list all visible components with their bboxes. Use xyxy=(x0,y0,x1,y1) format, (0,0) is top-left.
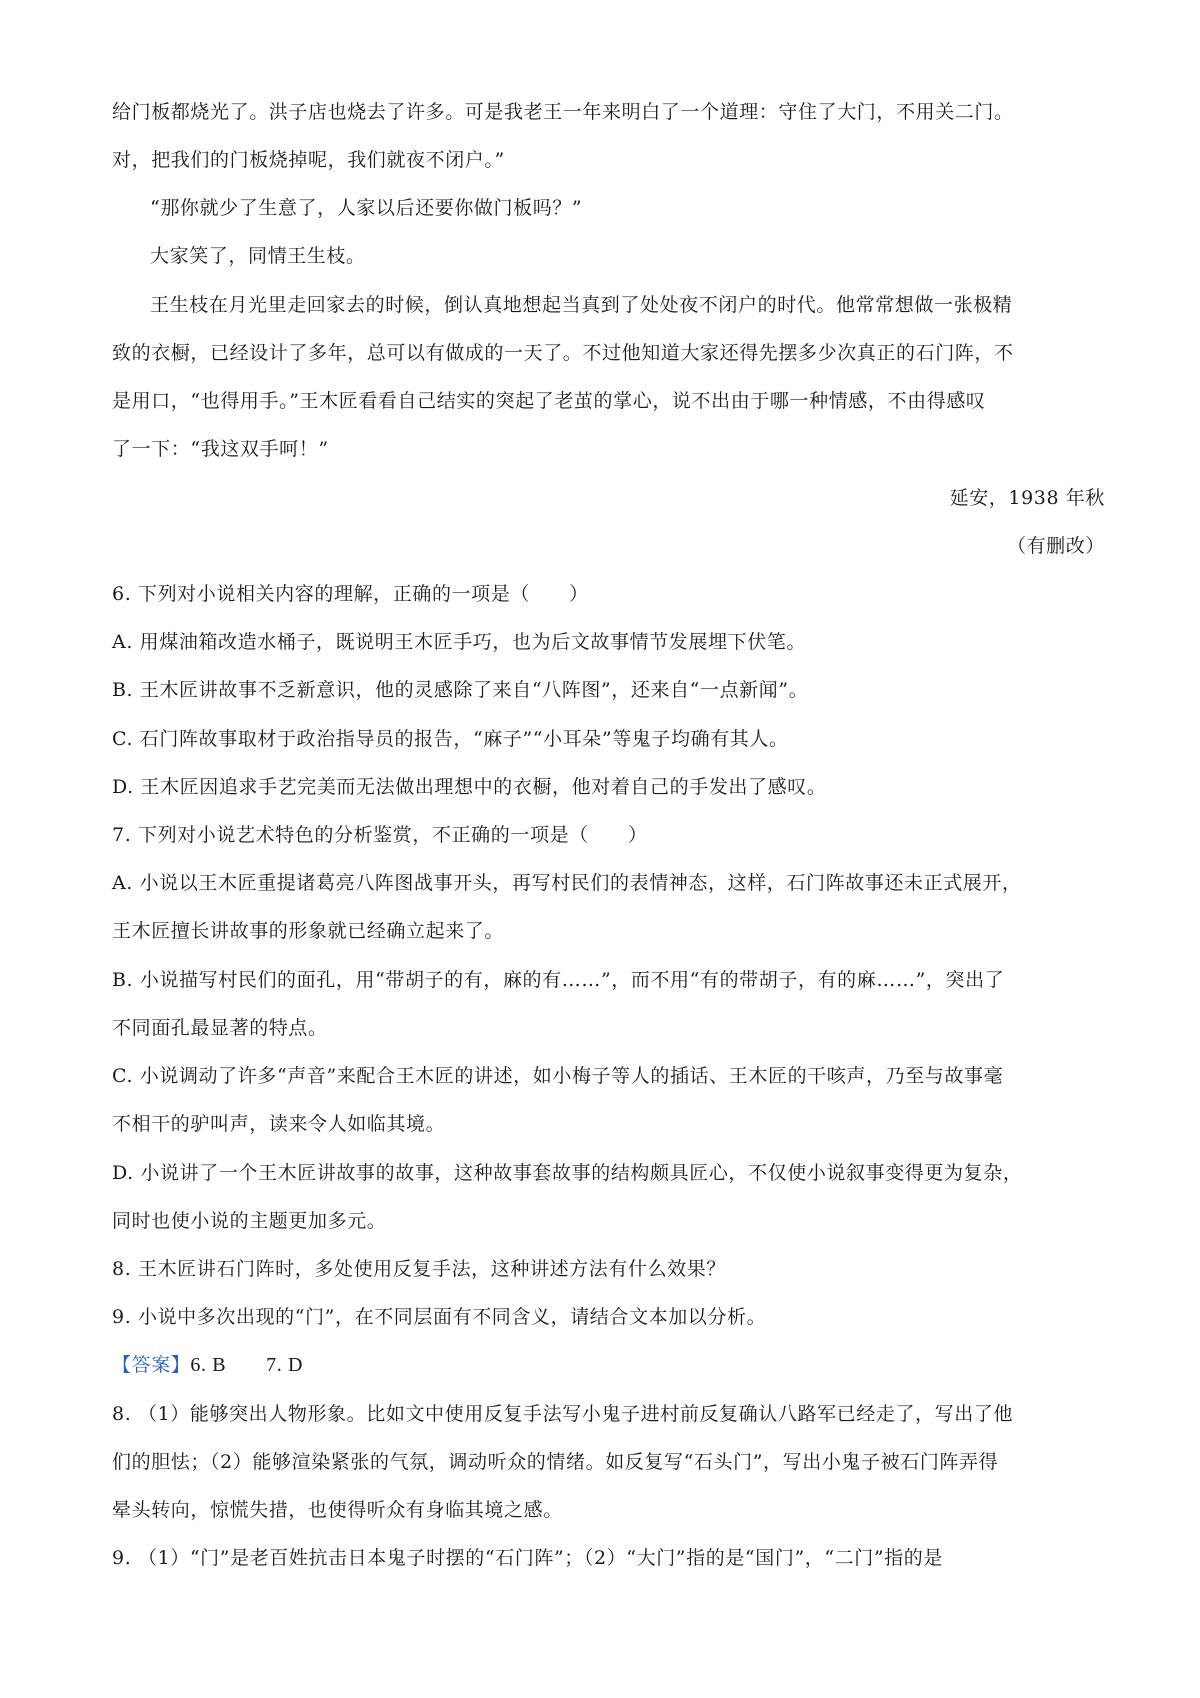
answer-8-line: 8. （1）能够突出人物形象。比如文中使用反复手法写小鬼子进村前反复确认八路军已经走了，写出了他 xyxy=(112,1403,1014,1425)
question-8: 8. 王木匠讲石门阵时，多处使用反复手法，这种讲述方法有什么效果？ xyxy=(112,1258,726,1280)
place-date: 延安，1938 年秋 xyxy=(949,487,1105,509)
passage-line: 给门板都烧光了。洪子店也烧去了许多。可是我老王一年来明白了一个道理：守住了大门，不用关二门。 xyxy=(112,101,1014,123)
question-7-option-b-cont: 不同面孔最显著的特点。 xyxy=(112,1017,328,1039)
answer-8-line: 们的胆怯；（2）能够渲染紧张的气氛，调动听众的情绪。如反复写“石头门”，写出小鬼子被石门阵弄得 xyxy=(112,1451,999,1473)
passage-line: 对，把我们的门板烧掉呢，我们就夜不闭户。” xyxy=(112,149,505,171)
answer-7: 7. D xyxy=(266,1354,303,1376)
question-7-option-c: C. 小说调动了许多“声音”来配合王木匠的讲述，如小梅子等人的插话、王木匠的干咳声，乃至与故事毫 xyxy=(112,1065,1004,1087)
question-7-option-b: B. 小说描写村民们的面孔，用“带胡子的有，麻的有……”，而不用“有的带胡子，有的麻……”，突出了 xyxy=(112,969,1005,991)
question-6-option-d: D. 王木匠因追求手艺完美而无法做出理想中的衣橱，他对着自己的手发出了感叹。 xyxy=(112,776,827,798)
question-7-option-d: D. 小说讲了一个王木匠讲故事的故事，这种故事套故事的结构颇具匠心，不仅使小说叙事变得更为复杂， xyxy=(112,1162,1023,1184)
answer-8-line: 晕头转向，惊慌失措，也使得听众有身临其境之感。 xyxy=(112,1499,563,1521)
passage-line: 了一下：“我这双手呵！” xyxy=(112,438,329,460)
passage-line: 王生枝在月光里走回家去的时候，倒认真地想起当真到了处处夜不闭户的时代。他常常想做一张极精 xyxy=(150,294,1013,316)
question-6-option-c: C. 石门阵故事取材于政治指导员的报告，“麻子”“小耳朵”等鬼子均确有其人。 xyxy=(112,728,789,750)
passage-line: 致的衣橱，已经设计了多年，总可以有做成的一天了。不过他知道大家还得先摆多少次真正的石门阵，不 xyxy=(112,342,1014,364)
edit-note: （有删改） xyxy=(1006,535,1105,557)
question-6-stem: 6. 下列对小说相关内容的理解，正确的一项是（ ） xyxy=(112,583,589,605)
question-6-option-b: B. 王木匠讲故事不乏新意识，他的灵感除了来自“八阵图”，还来自“一点新闻”。 xyxy=(112,679,809,701)
answer-tag: 【答案】 xyxy=(112,1354,191,1376)
question-9: 9. 小说中多次出现的“门”，在不同层面有不同含义，请结合文本加以分析。 xyxy=(112,1306,767,1328)
answer-9-line: 9. （1）“门”是老百姓抗击日本鬼子时摆的“石门阵”；（2）“大门”指的是“国门”，“二门”指的是 xyxy=(112,1547,943,1569)
question-7-option-a-cont: 王木匠擅长讲故事的形象就已经确立起来了。 xyxy=(112,920,505,942)
question-6-option-a: A. 用煤油箱改造水桶子，既说明王木匠手巧，也为后文故事情节发展埋下伏笔。 xyxy=(112,631,807,653)
answer-line xyxy=(112,1351,1102,1379)
passage-line: 大家笑了，同情王生枝。 xyxy=(150,245,366,267)
question-7-stem: 7. 下列对小说艺术特色的分析鉴赏，不正确的一项是（ ） xyxy=(112,824,648,846)
question-7-option-a: A. 小说以王木匠重提诸葛亮八阵图战事开头，再写村民们的表情神态，这样，石门阵故事还未正式展开， xyxy=(112,872,1022,894)
passage-line: “那你就少了生意了，人家以后还要你做门板吗？” xyxy=(150,197,583,219)
passage-line: 是用口，“也得用手。”王木匠看看自己结实的突起了老茧的掌心，说不出由于哪一种情感，不由得感叹 xyxy=(112,390,986,412)
question-7-option-d-cont: 同时也使小说的主题更加多元。 xyxy=(112,1210,387,1232)
answer-6: 6. B xyxy=(190,1354,227,1376)
question-7-option-c-cont: 不相干的驴叫声，读来令人如临其境。 xyxy=(112,1113,446,1135)
